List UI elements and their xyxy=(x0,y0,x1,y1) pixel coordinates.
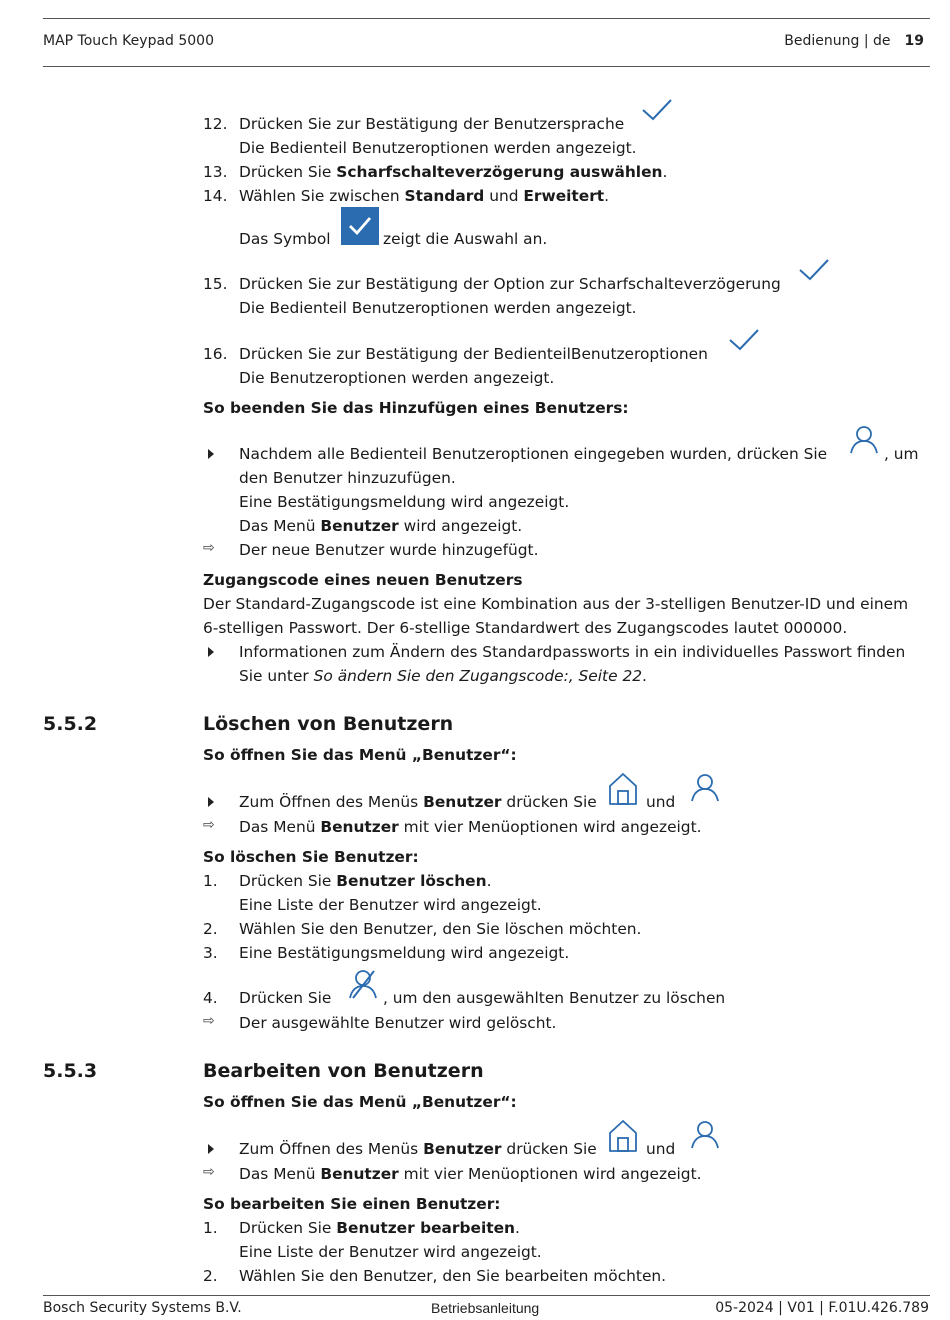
step-text: Wählen Sie den Benutzer, den Sie bearbeiten möchten. xyxy=(239,1267,667,1285)
step-number: 15. xyxy=(203,275,228,293)
finish-result: Der neue Benutzer wurde hinzugefügt. xyxy=(239,541,539,559)
cross-reference-link[interactable]: So ändern Sie den Zugangscode:, Seite 22 xyxy=(313,667,643,685)
step-number: 1. xyxy=(203,1219,218,1237)
open-menu-heading: So öffnen Sie das Menü „Benutzer“: xyxy=(203,746,517,764)
result-arrow: ⇨ xyxy=(203,540,215,556)
header-rule-bottom xyxy=(43,66,930,67)
home-icon xyxy=(607,1119,639,1153)
finish-line: Das Menü Benutzer wird angezeigt. xyxy=(239,517,523,535)
home-icon xyxy=(607,772,639,806)
step-number: 12. xyxy=(203,115,228,133)
result-arrow: ⇨ xyxy=(203,1164,215,1180)
checked-box-icon xyxy=(341,207,379,245)
step-result: Eine Liste der Benutzer wird angezeigt. xyxy=(239,896,542,914)
open-menu-and: und xyxy=(646,1140,676,1158)
open-menu-heading: So öffnen Sie das Menü „Benutzer“: xyxy=(203,1093,517,1111)
step-text: Drücken Sie xyxy=(239,989,332,1007)
check-icon xyxy=(641,98,673,122)
access-code-paragraph: 6-stelligen Passwort. Der 6-stellige Standardwert des Zugangscodes lautet 000000. xyxy=(203,619,848,637)
step-text: , um den ausgewählten Benutzer zu löschen xyxy=(383,989,726,1007)
finish-line: Nachdem alle Bedienteil Benutzeroptionen eingegeben wurden, drücken Sie xyxy=(239,445,828,463)
finish-line: den Benutzer hinzuzufügen. xyxy=(239,469,456,487)
open-menu-and: und xyxy=(646,793,676,811)
step-number: 13. xyxy=(203,163,228,181)
step-text: Wählen Sie den Benutzer, den Sie löschen möchten. xyxy=(239,920,642,938)
header-product: MAP Touch Keypad 5000 xyxy=(43,33,214,49)
step-number: 16. xyxy=(203,345,228,363)
access-code-paragraph: Der Standard-Zugangscode ist eine Kombination aus der 3-stelligen Benutzer-ID und einem xyxy=(203,595,909,613)
step-result: Die Bedienteil Benutzeroptionen werden angezeigt. xyxy=(239,299,637,317)
step-result: Die Bedienteil Benutzeroptionen werden angezeigt. xyxy=(239,139,637,157)
open-menu-result: Das Menü Benutzer mit vier Menüoptionen wird angezeigt. xyxy=(239,818,702,836)
triangle-bullet xyxy=(208,449,214,459)
user-icon xyxy=(849,424,879,454)
edit-heading: So bearbeiten Sie einen Benutzer: xyxy=(203,1195,501,1213)
step-text: Drücken Sie zur Bestätigung der BedienteilBenutzeroptionen xyxy=(239,345,708,363)
step-text: Eine Bestätigungsmeldung wird angezeigt. xyxy=(239,944,570,962)
header-rule-top xyxy=(43,18,930,19)
step-number: 2. xyxy=(203,920,218,938)
check-icon xyxy=(798,258,830,282)
section-title: Löschen von Benutzern xyxy=(203,713,454,735)
step-text: Drücken Sie zur Bestätigung der Benutzersprache xyxy=(239,115,625,133)
delete-result: Der ausgewählte Benutzer wird gelöscht. xyxy=(239,1014,557,1032)
user-icon xyxy=(690,1119,720,1149)
delete-user-icon xyxy=(347,968,379,1000)
step-text: Drücken Sie Benutzer bearbeiten. xyxy=(239,1219,520,1237)
access-code-bullet: Sie unter So ändern Sie den Zugangscode:, Seite 22. xyxy=(239,667,647,685)
finish-heading: So beenden Sie das Hinzufügen eines Benutzers: xyxy=(203,399,629,417)
page-number: 19 xyxy=(904,33,924,49)
step-text: Drücken Sie zur Bestätigung der Option zur Scharfschalteverzögerung xyxy=(239,275,781,293)
triangle-bullet xyxy=(208,797,214,807)
symbol-text: zeigt die Auswahl an. xyxy=(383,230,548,248)
finish-line: Eine Bestätigungsmeldung wird angezeigt. xyxy=(239,493,570,511)
symbol-text: Das Symbol xyxy=(239,230,331,248)
step-result: Eine Liste der Benutzer wird angezeigt. xyxy=(239,1243,542,1261)
result-arrow: ⇨ xyxy=(203,817,215,833)
open-menu-line: Zum Öffnen des Menüs Benutzer drücken Sie xyxy=(239,793,597,811)
user-icon xyxy=(690,772,720,802)
section-number: 5.5.2 xyxy=(43,713,98,735)
result-arrow: ⇨ xyxy=(203,1013,215,1029)
footer-rule xyxy=(43,1295,930,1296)
step-number: 14. xyxy=(203,187,228,205)
step-number: 3. xyxy=(203,944,218,962)
section-title: Bearbeiten von Benutzern xyxy=(203,1060,484,1082)
access-code-bullet: Informationen zum Ändern des Standardpassworts in ein individuelles Passwort finden xyxy=(239,643,906,661)
open-menu-line: Zum Öffnen des Menüs Benutzer drücken Sie xyxy=(239,1140,597,1158)
step-text: Drücken Sie Scharfschalteverzögerung auswählen. xyxy=(239,163,668,181)
step-number: 4. xyxy=(203,989,218,1007)
step-number: 1. xyxy=(203,872,218,890)
footer-company: Bosch Security Systems B.V. xyxy=(43,1300,242,1316)
step-number: 2. xyxy=(203,1267,218,1285)
step-result: Die Benutzeroptionen werden angezeigt. xyxy=(239,369,555,387)
triangle-bullet xyxy=(208,1144,214,1154)
footer-doc-info: 05-2024 | V01 | F.01U.426.789 xyxy=(715,1300,929,1316)
triangle-bullet xyxy=(208,647,214,657)
check-icon xyxy=(728,328,760,352)
step-text: Drücken Sie Benutzer löschen. xyxy=(239,872,492,890)
finish-line: , um xyxy=(884,445,919,463)
section-number: 5.5.3 xyxy=(43,1060,98,1082)
access-code-heading: Zugangscode eines neuen Benutzers xyxy=(203,571,523,589)
footer-doc-type: Betriebsanleitung xyxy=(431,1300,540,1316)
header-section: Bedienung | de 19 xyxy=(784,33,924,49)
open-menu-result: Das Menü Benutzer mit vier Menüoptionen wird angezeigt. xyxy=(239,1165,702,1183)
delete-heading: So löschen Sie Benutzer: xyxy=(203,848,419,866)
step-text: Wählen Sie zwischen Standard und Erweitert. xyxy=(239,187,610,205)
